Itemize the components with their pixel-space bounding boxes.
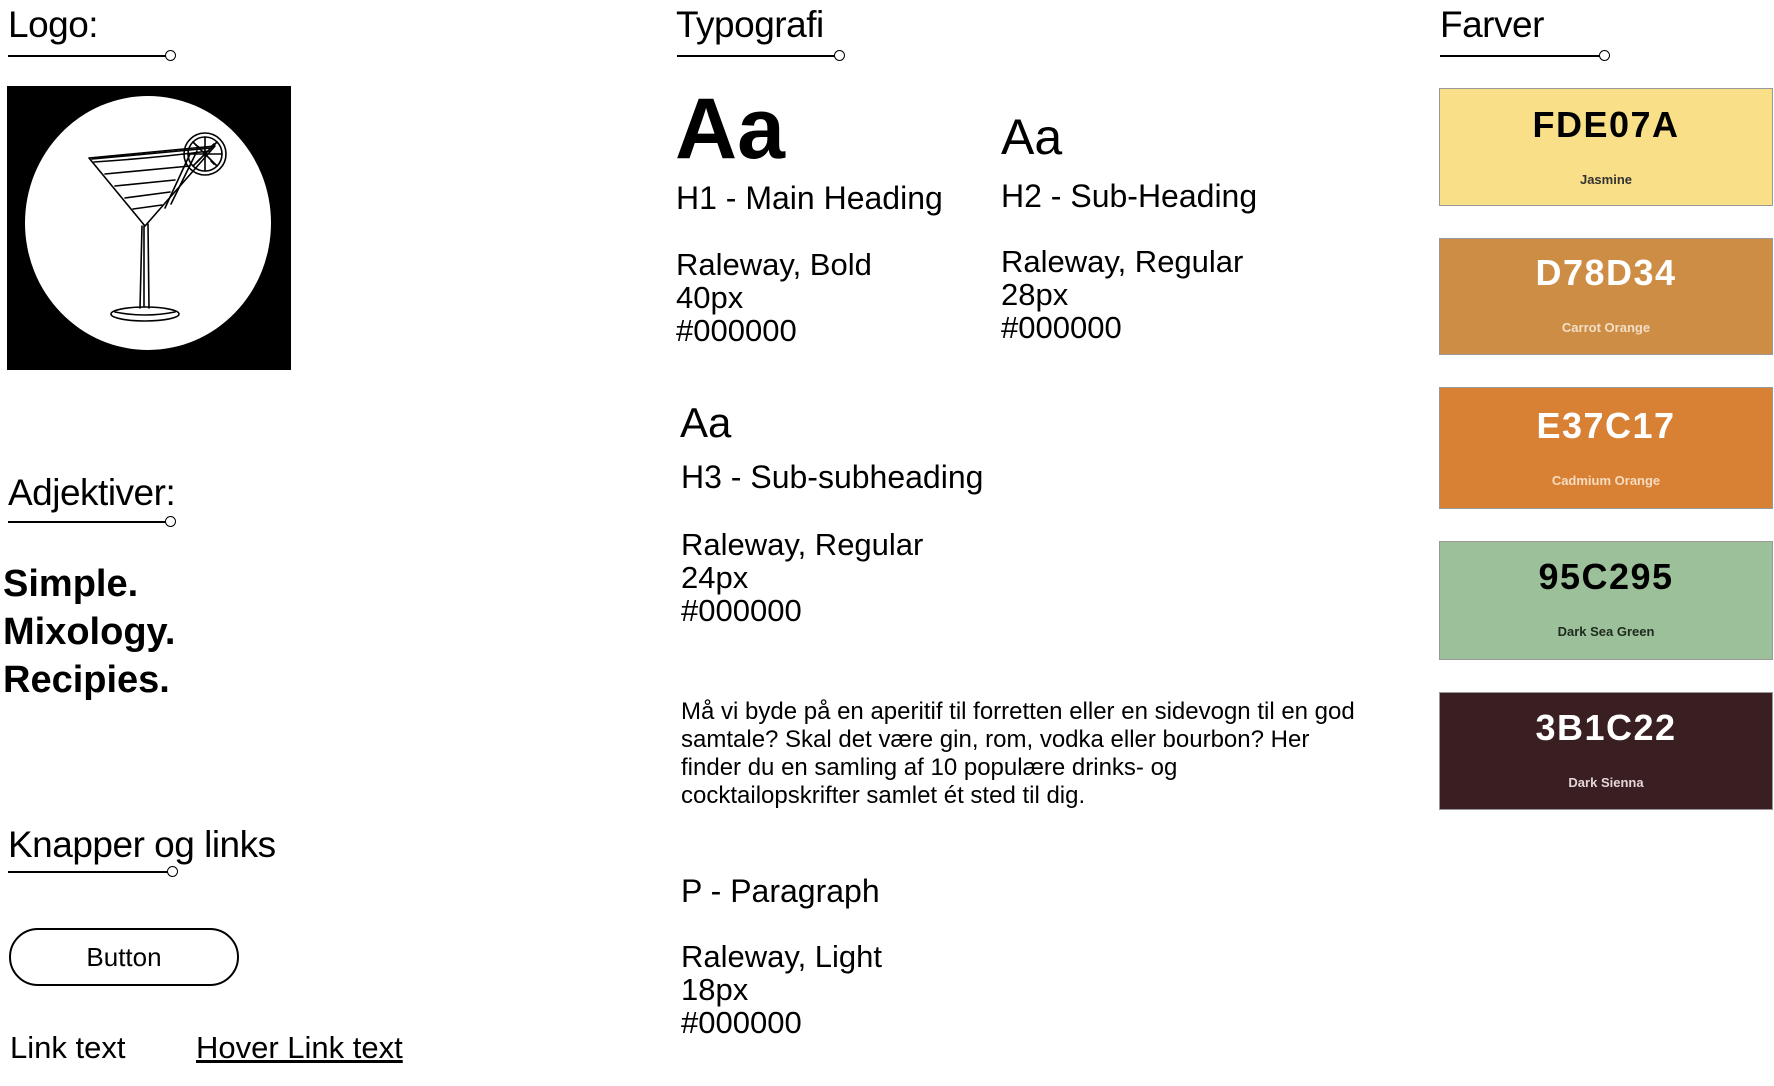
color-hex: 3B1C22: [1535, 707, 1677, 748]
color-name: Cadmium Orange: [1551, 473, 1661, 488]
title-underline: [8, 50, 178, 62]
title-underline: [1440, 50, 1612, 62]
adjective-item: Recipies.: [3, 659, 170, 701]
p-color: #000000: [681, 1005, 802, 1040]
h3-color: #000000: [681, 593, 802, 628]
h2-font: Raleway, Regular: [1001, 244, 1244, 279]
adjective-item: Mixology.: [3, 611, 176, 653]
title-underline: [8, 516, 178, 528]
link-text[interactable]: Link text: [10, 1030, 126, 1065]
adjectives-list: [3, 560, 175, 704]
color-name: Carrot Orange: [1561, 320, 1651, 335]
color-swatch: [1439, 387, 1773, 509]
h1-sample: Aa: [675, 81, 785, 177]
color-hex: E37C17: [1536, 405, 1676, 446]
color-name: Dark Sea Green: [1557, 624, 1655, 639]
color-name: Dark Sienna: [1568, 775, 1644, 790]
logo-circle: [25, 96, 271, 350]
logo: [7, 86, 291, 370]
color-swatch: [1439, 88, 1773, 206]
color-hex: D78D34: [1535, 252, 1677, 293]
h1-spec: [676, 248, 872, 347]
h3-size: 24px: [681, 560, 749, 595]
buttons-links-section-title: Knapper og links: [8, 824, 276, 865]
color-swatch: [1439, 541, 1773, 660]
h1-label: H1 - Main Heading: [676, 180, 943, 216]
color-hex: FDE07A: [1532, 104, 1680, 145]
h1-font: Raleway, Bold: [676, 247, 872, 282]
color-name: Jasmine: [1579, 172, 1633, 187]
h3-sample: Aa: [680, 399, 732, 446]
h1-size: 40px: [676, 280, 744, 315]
h3-font: Raleway, Regular: [681, 527, 924, 562]
h2-size: 28px: [1001, 277, 1069, 312]
logo-section-title: Logo:: [8, 4, 99, 45]
h3-label: H3 - Sub-subheading: [681, 459, 984, 495]
colors-section-title: Farver: [1440, 4, 1544, 45]
title-underline: [677, 50, 847, 62]
color-hex: 95C295: [1538, 556, 1674, 597]
adjectives-section-title: Adjektiver:: [8, 472, 176, 513]
h2-color: #000000: [1001, 310, 1122, 345]
title-underline: [8, 866, 180, 878]
p-font: Raleway, Light: [681, 939, 883, 974]
color-swatch: [1439, 238, 1773, 355]
typography-section-title: Typografi: [676, 4, 824, 45]
color-swatch: [1439, 692, 1773, 810]
sample-button[interactable]: Button: [9, 928, 239, 986]
hover-link-text[interactable]: Hover Link text: [196, 1030, 403, 1065]
h2-sample: Aa: [1001, 109, 1063, 165]
p-label: P - Paragraph: [681, 873, 880, 909]
p-spec: [681, 940, 882, 1039]
h2-label: H2 - Sub-Heading: [1001, 178, 1258, 214]
h3-spec: [681, 528, 923, 627]
martini-glass-icon: [25, 96, 271, 350]
p-size: 18px: [681, 972, 749, 1007]
paragraph-sample: Må vi byde på en aperitif til forretten eller en sidevogn til en god samtale? Skal det være gin, rom, vodka eller bourbon? Her finder du en samling af 10 populære drinks- og cocktailopskrifter samlet ét sted til dig.: [681, 698, 1355, 809]
h1-color: #000000: [676, 313, 797, 348]
adjective-item: Simple.: [3, 563, 139, 605]
h2-spec: [1001, 245, 1243, 344]
